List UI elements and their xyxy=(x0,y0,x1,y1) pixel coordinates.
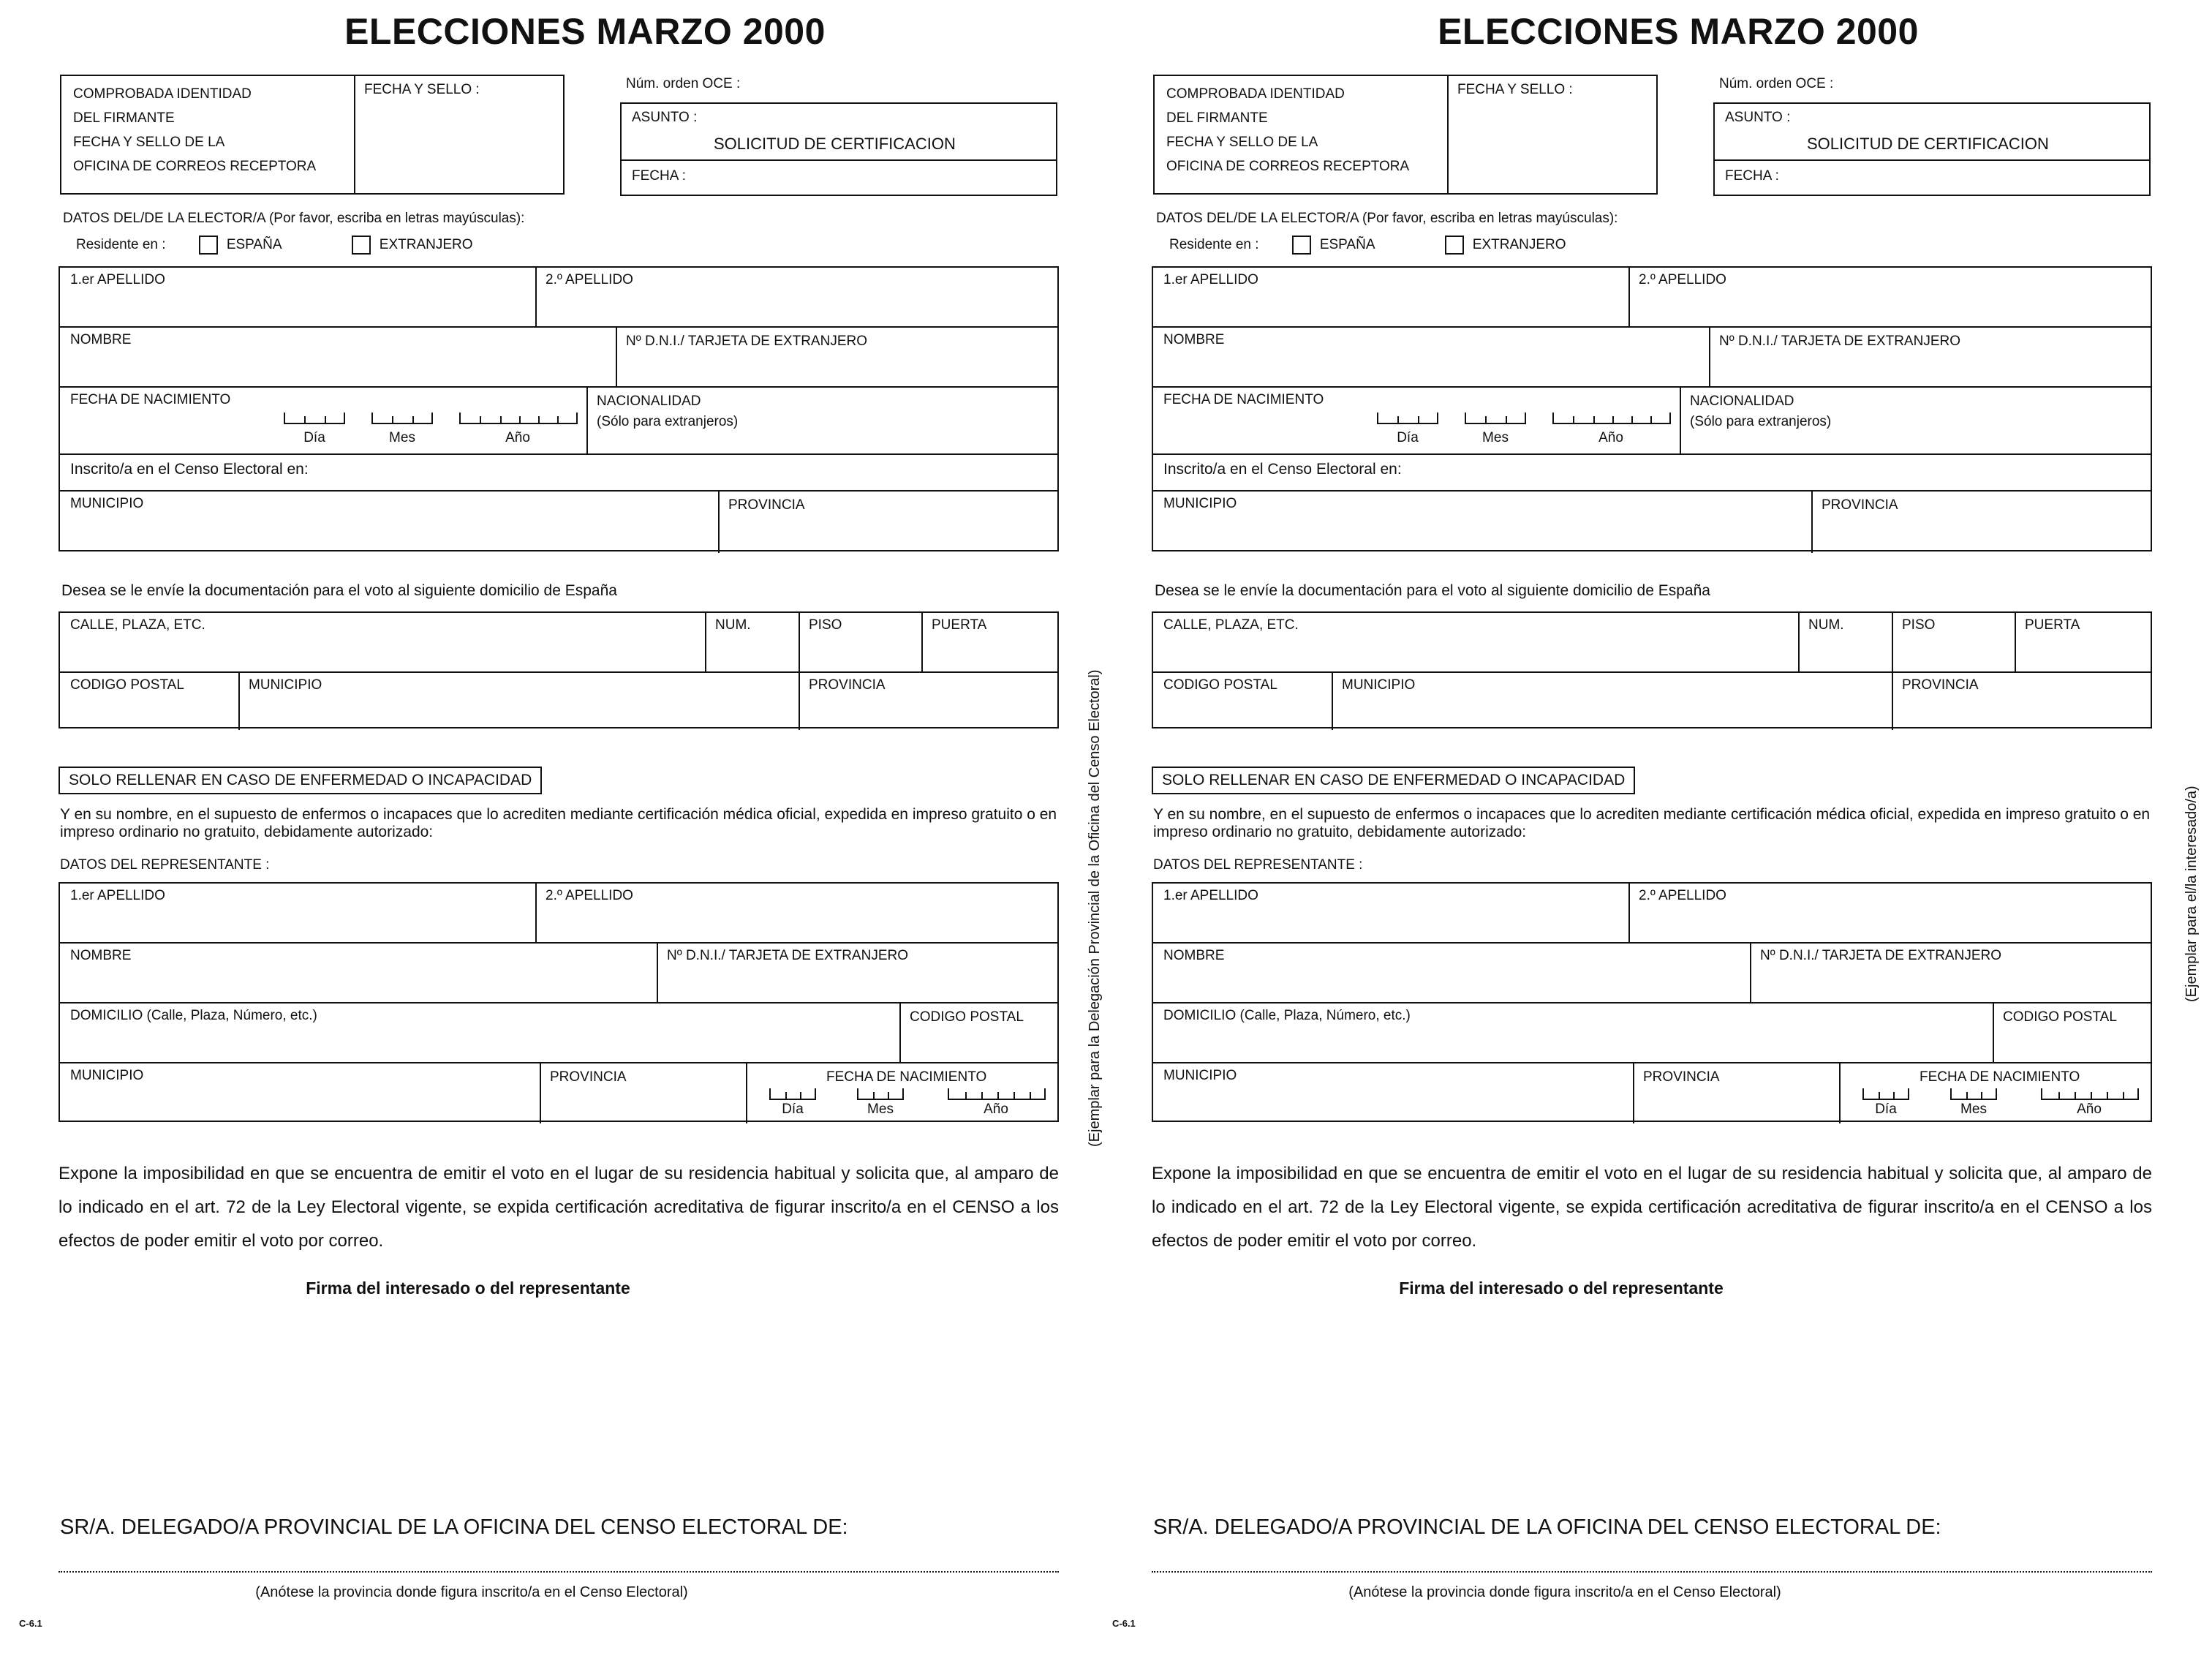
rep-mes-caption: Mes xyxy=(1960,1102,1987,1117)
rep-nombre-label: NOMBRE xyxy=(70,948,132,963)
rep-dni-label: Nº D.N.I./ TARJETA DE EXTRANJERO xyxy=(1760,948,2001,963)
enfermedad-text: Y en su nombre, en el supuesto de enfermos o incapaces que lo acrediten mediante certificación médica oficial, expedida en impreso gratuito o en impreso ordinario no gratuito, debidamente autorizado: xyxy=(1153,806,2151,840)
form-copy-right xyxy=(1112,0,2212,1653)
fecha-sello-label: FECHA Y SELLO : xyxy=(364,82,480,97)
rep-mes-caption: Mes xyxy=(867,1102,894,1117)
rep-apellido1-label: 1.er APELLIDO xyxy=(70,888,165,903)
signature-area[interactable] xyxy=(190,1317,892,1507)
elector-heading: DATOS DEL/DE LA ELECTOR/A (Por favor, escriba en letras mayúsculas): xyxy=(1156,211,1618,226)
espana-checkbox[interactable] xyxy=(199,236,218,255)
anotese-note: (Anótese la provincia donde figura inscrito/a en el Censo Electoral) xyxy=(1348,1584,1781,1600)
rep-dni-label: Nº D.N.I./ TARJETA DE EXTRANJERO xyxy=(667,948,908,963)
domicilio-calle-label: CALLE, PLAZA, ETC. xyxy=(1163,617,1299,633)
elector-dia-caption: Día xyxy=(303,430,325,445)
signature-area[interactable] xyxy=(1283,1317,1985,1507)
rep-mes-boxes[interactable] xyxy=(1950,1088,1997,1100)
solo-rellenar-box: SOLO RELLENAR EN CASO DE ENFERMEDAD O INCAPACIDAD xyxy=(1152,767,1635,794)
rep-mes-boxes[interactable] xyxy=(857,1088,904,1100)
representante-heading: DATOS DEL REPRESENTANTE : xyxy=(60,857,270,873)
espana-checkbox[interactable] xyxy=(1292,236,1311,255)
residente-label: Residente en : xyxy=(76,237,166,253)
rep-ano-boxes[interactable] xyxy=(2041,1088,2139,1100)
provincia-dotted-line[interactable] xyxy=(58,1571,1059,1573)
domicilio-provincia-label: PROVINCIA xyxy=(1902,677,1979,693)
elector-mes-caption: Mes xyxy=(1482,430,1509,445)
espana-label: ESPAÑA xyxy=(1319,237,1375,253)
expone-paragraph: Expone la imposibilidad en que se encuentra de emitir el voto en el lugar de su residencia habitual y solicita que, al amparo de lo indicado en el art. 72 de la Ley Electoral vigente, se expida certificación acreditativa de figurar inscrito/a en el CENSO a los efectos de poder emitir el voto por correo. xyxy=(1152,1164,2152,1251)
elector-municipio-label: MUNICIPIO xyxy=(1163,496,1237,511)
stamp-line-4: OFICINA DE CORREOS RECEPTORA xyxy=(1166,159,1410,174)
domicilio-cp-label: CODIGO POSTAL xyxy=(1163,677,1277,693)
rep-ano-caption: Año xyxy=(984,1102,1008,1117)
domicilio-piso-label: PISO xyxy=(809,617,842,633)
elector-dia-boxes[interactable] xyxy=(284,413,345,424)
anotese-note: (Anótese la provincia donde figura inscrito/a en el Censo Electoral) xyxy=(255,1584,688,1600)
elector-mes-caption: Mes xyxy=(389,430,415,445)
elector-apellido1-label: 1.er APELLIDO xyxy=(70,272,165,287)
rep-domicilio-label: DOMICILIO (Calle, Plaza, Número, etc.) xyxy=(70,1008,317,1023)
expone-paragraph: Expone la imposibilidad en que se encuentra de emitir el voto en el lugar de su residencia habitual y solicita que, al amparo de lo indicado en el art. 72 de la Ley Electoral vigente, se expida certificación acreditativa de figurar inscrito/a en el CENSO a los efectos de poder emitir el voto por correo. xyxy=(58,1164,1059,1251)
rep-dia-boxes[interactable] xyxy=(769,1088,816,1100)
domicilio-puerta-label: PUERTA xyxy=(932,617,987,633)
extranjero-checkbox[interactable] xyxy=(1445,236,1464,255)
elector-provincia-label: PROVINCIA xyxy=(728,497,805,513)
delegado-label: SR/A. DELEGADO/A PROVINCIAL DE LA OFICINA DEL CENSO ELECTORAL DE: xyxy=(60,1515,848,1539)
elector-apellido2-label: 2.º APELLIDO xyxy=(546,272,633,287)
rep-apellido2-label: 2.º APELLIDO xyxy=(1639,888,1726,903)
elector-heading: DATOS DEL/DE LA ELECTOR/A (Por favor, escriba en letras mayúsculas): xyxy=(63,211,525,226)
num-orden-oce-label: Núm. orden OCE : xyxy=(1719,76,1834,91)
oce-box xyxy=(1713,102,2151,196)
form-title: ELECCIONES MARZO 2000 xyxy=(344,11,826,52)
asunto-value: SOLICITUD DE CERTIFICACION xyxy=(1807,135,2049,153)
domicilio-table xyxy=(58,611,1059,728)
rep-fecha-nac-label: FECHA DE NACIMIENTO xyxy=(826,1069,987,1085)
asunto-value: SOLICITUD DE CERTIFICACION xyxy=(714,135,956,153)
elector-table xyxy=(1152,266,2152,551)
rep-dia-caption: Día xyxy=(782,1102,804,1117)
elector-ano-caption: Año xyxy=(1598,430,1623,445)
representante-table xyxy=(1152,882,2152,1122)
extranjero-label: EXTRANJERO xyxy=(1472,237,1566,253)
stamp-line-1: COMPROBADA IDENTIDAD xyxy=(1166,86,1345,102)
elector-fecha-nac-label: FECHA DE NACIMIENTO xyxy=(1163,392,1324,407)
rep-municipio-label: MUNICIPIO xyxy=(1163,1068,1237,1083)
elector-dni-label: Nº D.N.I./ TARJETA DE EXTRANJERO xyxy=(626,334,867,349)
residente-row xyxy=(1169,236,1566,255)
domicilio-puerta-label: PUERTA xyxy=(2025,617,2080,633)
domicilio-num-label: NUM. xyxy=(1808,617,1844,633)
elector-apellido2-label: 2.º APELLIDO xyxy=(1639,272,1726,287)
delegado-label: SR/A. DELEGADO/A PROVINCIAL DE LA OFICINA DEL CENSO ELECTORAL DE: xyxy=(1153,1515,1941,1539)
elector-provincia-label: PROVINCIA xyxy=(1822,497,1898,513)
stamp-box xyxy=(1153,75,1658,195)
domicilio-heading: Desea se le envíe la documentación para el voto al siguiente domicilio de España xyxy=(61,582,617,599)
elector-ano-boxes[interactable] xyxy=(459,413,578,424)
rep-apellido1-label: 1.er APELLIDO xyxy=(1163,888,1258,903)
domicilio-piso-label: PISO xyxy=(1902,617,1936,633)
elector-table xyxy=(58,266,1059,551)
rep-cp-label: CODIGO POSTAL xyxy=(2003,1009,2117,1025)
domicilio-cp-label: CODIGO POSTAL xyxy=(70,677,184,693)
elector-municipio-label: MUNICIPIO xyxy=(70,496,144,511)
stamp-line-3: FECHA Y SELLO DE LA xyxy=(73,135,225,150)
extranjero-checkbox[interactable] xyxy=(352,236,371,255)
rep-fecha-nac-label: FECHA DE NACIMIENTO xyxy=(1920,1069,2080,1085)
residente-row xyxy=(76,236,473,255)
domicilio-municipio-label: MUNICIPIO xyxy=(249,677,322,693)
fecha-sello-label: FECHA Y SELLO : xyxy=(1457,82,1573,97)
stamp-box xyxy=(60,75,565,195)
rep-cp-label: CODIGO POSTAL xyxy=(910,1009,1024,1025)
representante-table xyxy=(58,882,1059,1122)
stamp-line-2: DEL FIRMANTE xyxy=(1166,110,1268,126)
elector-nacionalidad-note: (Sólo para extranjeros) xyxy=(1690,414,1832,429)
stamp-line-4: OFICINA DE CORREOS RECEPTORA xyxy=(73,159,317,174)
extranjero-label: EXTRANJERO xyxy=(379,237,473,253)
domicilio-calle-label: CALLE, PLAZA, ETC. xyxy=(70,617,205,633)
asunto-label: ASUNTO : xyxy=(1725,110,1791,125)
elector-nacionalidad-label: NACIONALIDAD xyxy=(597,394,701,409)
elector-fecha-nac-label: FECHA DE NACIMIENTO xyxy=(70,392,231,407)
rep-dia-boxes[interactable] xyxy=(1862,1088,1909,1100)
elector-dia-boxes[interactable] xyxy=(1377,413,1438,424)
domicilio-provincia-label: PROVINCIA xyxy=(809,677,886,693)
representante-heading: DATOS DEL REPRESENTANTE : xyxy=(1153,857,1363,873)
rep-domicilio-label: DOMICILIO (Calle, Plaza, Número, etc.) xyxy=(1163,1008,1411,1023)
firma-label: Firma del interesado o del representante xyxy=(306,1279,630,1298)
form-title: ELECCIONES MARZO 2000 xyxy=(1438,11,1919,52)
stamp-line-1: COMPROBADA IDENTIDAD xyxy=(73,86,252,102)
form-copy-left xyxy=(19,0,1126,1653)
stamp-line-3: FECHA Y SELLO DE LA xyxy=(1166,135,1318,150)
fecha-oce-label: FECHA : xyxy=(632,168,686,184)
rep-nombre-label: NOMBRE xyxy=(1163,948,1225,963)
elector-nombre-label: NOMBRE xyxy=(1163,332,1225,347)
elector-ano-caption: Año xyxy=(505,430,530,445)
provincia-dotted-line[interactable] xyxy=(1152,1571,2152,1573)
rep-provincia-label: PROVINCIA xyxy=(1643,1069,1720,1085)
espana-label: ESPAÑA xyxy=(226,237,282,253)
elector-dni-label: Nº D.N.I./ TARJETA DE EXTRANJERO xyxy=(1719,334,1960,349)
domicilio-municipio-label: MUNICIPIO xyxy=(1342,677,1416,693)
form-code: C-6.1 xyxy=(1112,1618,1136,1629)
domicilio-table xyxy=(1152,611,2152,728)
rep-provincia-label: PROVINCIA xyxy=(550,1069,627,1085)
elector-mes-boxes[interactable] xyxy=(371,413,433,424)
elector-nacionalidad-note: (Sólo para extranjeros) xyxy=(597,414,739,429)
enfermedad-text: Y en su nombre, en el supuesto de enfermos o incapaces que lo acrediten mediante certificación médica oficial, expedida en impreso gratuito o en impreso ordinario no gratuito, debidamente autorizado: xyxy=(60,806,1057,840)
elector-nacionalidad-label: NACIONALIDAD xyxy=(1690,394,1794,409)
side-note-right: (Ejemplar para el/la interesado/a) xyxy=(2183,786,2200,1002)
domicilio-heading: Desea se le envíe la documentación para el voto al siguiente domicilio de España xyxy=(1155,582,1710,599)
side-note-left: (Ejemplar para la Delegación Provincial de la Oficina del Censo Electoral) xyxy=(1087,669,1103,1147)
rep-ano-caption: Año xyxy=(2077,1102,2102,1117)
solo-rellenar-box: SOLO RELLENAR EN CASO DE ENFERMEDAD O INCAPACIDAD xyxy=(58,767,542,794)
firma-label: Firma del interesado o del representante xyxy=(1399,1279,1724,1298)
stamp-line-2: DEL FIRMANTE xyxy=(73,110,175,126)
elector-apellido1-label: 1.er APELLIDO xyxy=(1163,272,1258,287)
fecha-oce-label: FECHA : xyxy=(1725,168,1779,184)
rep-dia-caption: Día xyxy=(1875,1102,1897,1117)
oce-box xyxy=(620,102,1057,196)
asunto-label: ASUNTO : xyxy=(632,110,698,125)
elector-inscrito-label: Inscrito/a en el Censo Electoral en: xyxy=(70,461,309,478)
elector-dia-caption: Día xyxy=(1397,430,1419,445)
elector-inscrito-label: Inscrito/a en el Censo Electoral en: xyxy=(1163,461,1402,478)
rep-ano-boxes[interactable] xyxy=(948,1088,1046,1100)
elector-mes-boxes[interactable] xyxy=(1465,413,1526,424)
rep-municipio-label: MUNICIPIO xyxy=(70,1068,144,1083)
form-code: C-6.1 xyxy=(19,1618,42,1629)
domicilio-num-label: NUM. xyxy=(715,617,751,633)
elector-ano-boxes[interactable] xyxy=(1552,413,1671,424)
residente-label: Residente en : xyxy=(1169,237,1259,253)
num-orden-oce-label: Núm. orden OCE : xyxy=(626,76,741,91)
elector-nombre-label: NOMBRE xyxy=(70,332,132,347)
rep-apellido2-label: 2.º APELLIDO xyxy=(546,888,633,903)
